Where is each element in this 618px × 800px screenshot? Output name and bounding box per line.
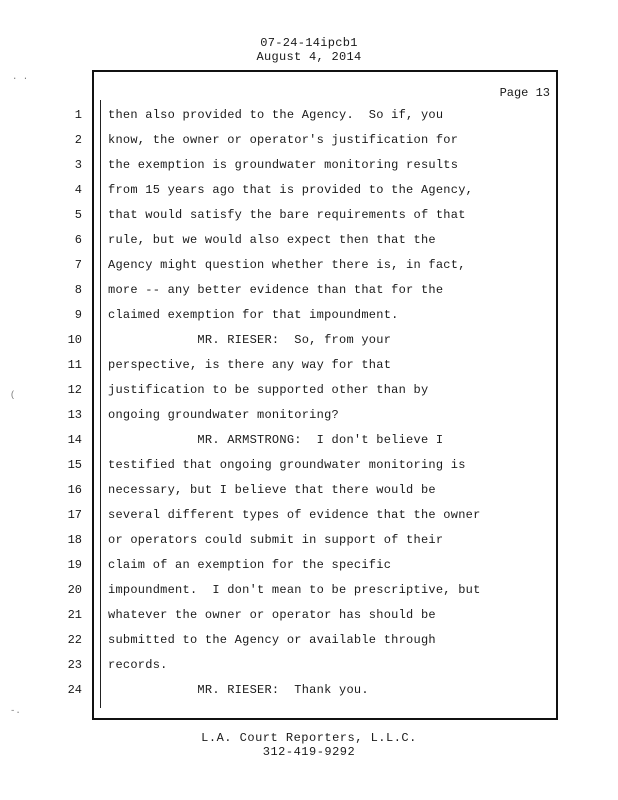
court-reporter-phone: 312-419-9292: [262, 745, 356, 759]
transcript-line: MR. RIESER: Thank you.: [108, 683, 369, 697]
transcript-line: rule, but we would also expect then that the: [108, 233, 436, 247]
transcript-line: more -- any better evidence than that for the: [108, 283, 444, 297]
transcript-line: perspective, is there any way for that: [108, 358, 392, 372]
line-number: 6: [74, 233, 82, 247]
transcript-line: from 15 years ago that is provided to the Agency,: [108, 183, 474, 197]
transcript-line: records.: [108, 658, 168, 672]
transcript-line: testified that ongoing groundwater monitoring is: [108, 458, 466, 472]
line-number: 7: [74, 258, 82, 272]
line-number: 23: [67, 658, 82, 672]
line-number: 13: [67, 408, 82, 422]
line-number: 2: [74, 133, 82, 147]
transcript-line: submitted to the Agency or available through: [108, 633, 436, 647]
line-number: 24: [67, 683, 82, 697]
transcript-line: Agency might question whether there is, in fact,: [108, 258, 466, 272]
line-number: 9: [74, 308, 82, 322]
margin-rule: [100, 100, 101, 708]
transcript-line: MR. ARMSTRONG: I don't believe I: [108, 433, 444, 447]
transcript-line: the exemption is groundwater monitoring results: [108, 158, 459, 172]
case-id: 07-24-14ipcb1: [260, 36, 358, 50]
line-number: 15: [67, 458, 82, 472]
transcript-date: August 4, 2014: [256, 50, 362, 64]
line-number: 20: [67, 583, 82, 597]
scan-speck: -.: [10, 706, 21, 716]
page-number: Page 13: [499, 86, 550, 100]
transcript-line: necessary, but I believe that there would be: [108, 483, 436, 497]
transcript-line: claimed exemption for that impoundment.: [108, 308, 399, 322]
line-number: 11: [67, 358, 82, 372]
line-number: 8: [74, 283, 82, 297]
line-number: 5: [74, 208, 82, 222]
line-number: 16: [67, 483, 82, 497]
transcript-line: ongoing groundwater monitoring?: [108, 408, 339, 422]
transcript-line: that would satisfy the bare requirements of that: [108, 208, 466, 222]
transcript-line: then also provided to the Agency. So if, you: [108, 108, 444, 122]
line-number: 4: [74, 183, 82, 197]
transcript-line: justification to be supported other than by: [108, 383, 429, 397]
line-number: 12: [67, 383, 82, 397]
line-number: 18: [67, 533, 82, 547]
transcript-line: know, the owner or operator's justification for: [108, 133, 459, 147]
line-number: 17: [67, 508, 82, 522]
transcript-line: several different types of evidence that the owner: [108, 508, 481, 522]
line-number: 3: [74, 158, 82, 172]
transcript-line: claim of an exemption for the specific: [108, 558, 392, 572]
scan-speck: (: [10, 390, 16, 400]
transcript-line: or operators could submit in support of their: [108, 533, 444, 547]
transcript-line: impoundment. I don't mean to be prescriptive, but: [108, 583, 481, 597]
scan-speck: . .: [12, 72, 29, 82]
transcript-line: whatever the owner or operator has should be: [108, 608, 436, 622]
line-number: 22: [67, 633, 82, 647]
line-number: 19: [67, 558, 82, 572]
line-number: 1: [74, 108, 82, 122]
court-reporter-name: L.A. Court Reporters, L.L.C.: [201, 731, 417, 745]
line-number: 14: [67, 433, 82, 447]
transcript-line: MR. RIESER: So, from your: [108, 333, 392, 347]
line-number: 10: [67, 333, 82, 347]
line-number: 21: [67, 608, 82, 622]
